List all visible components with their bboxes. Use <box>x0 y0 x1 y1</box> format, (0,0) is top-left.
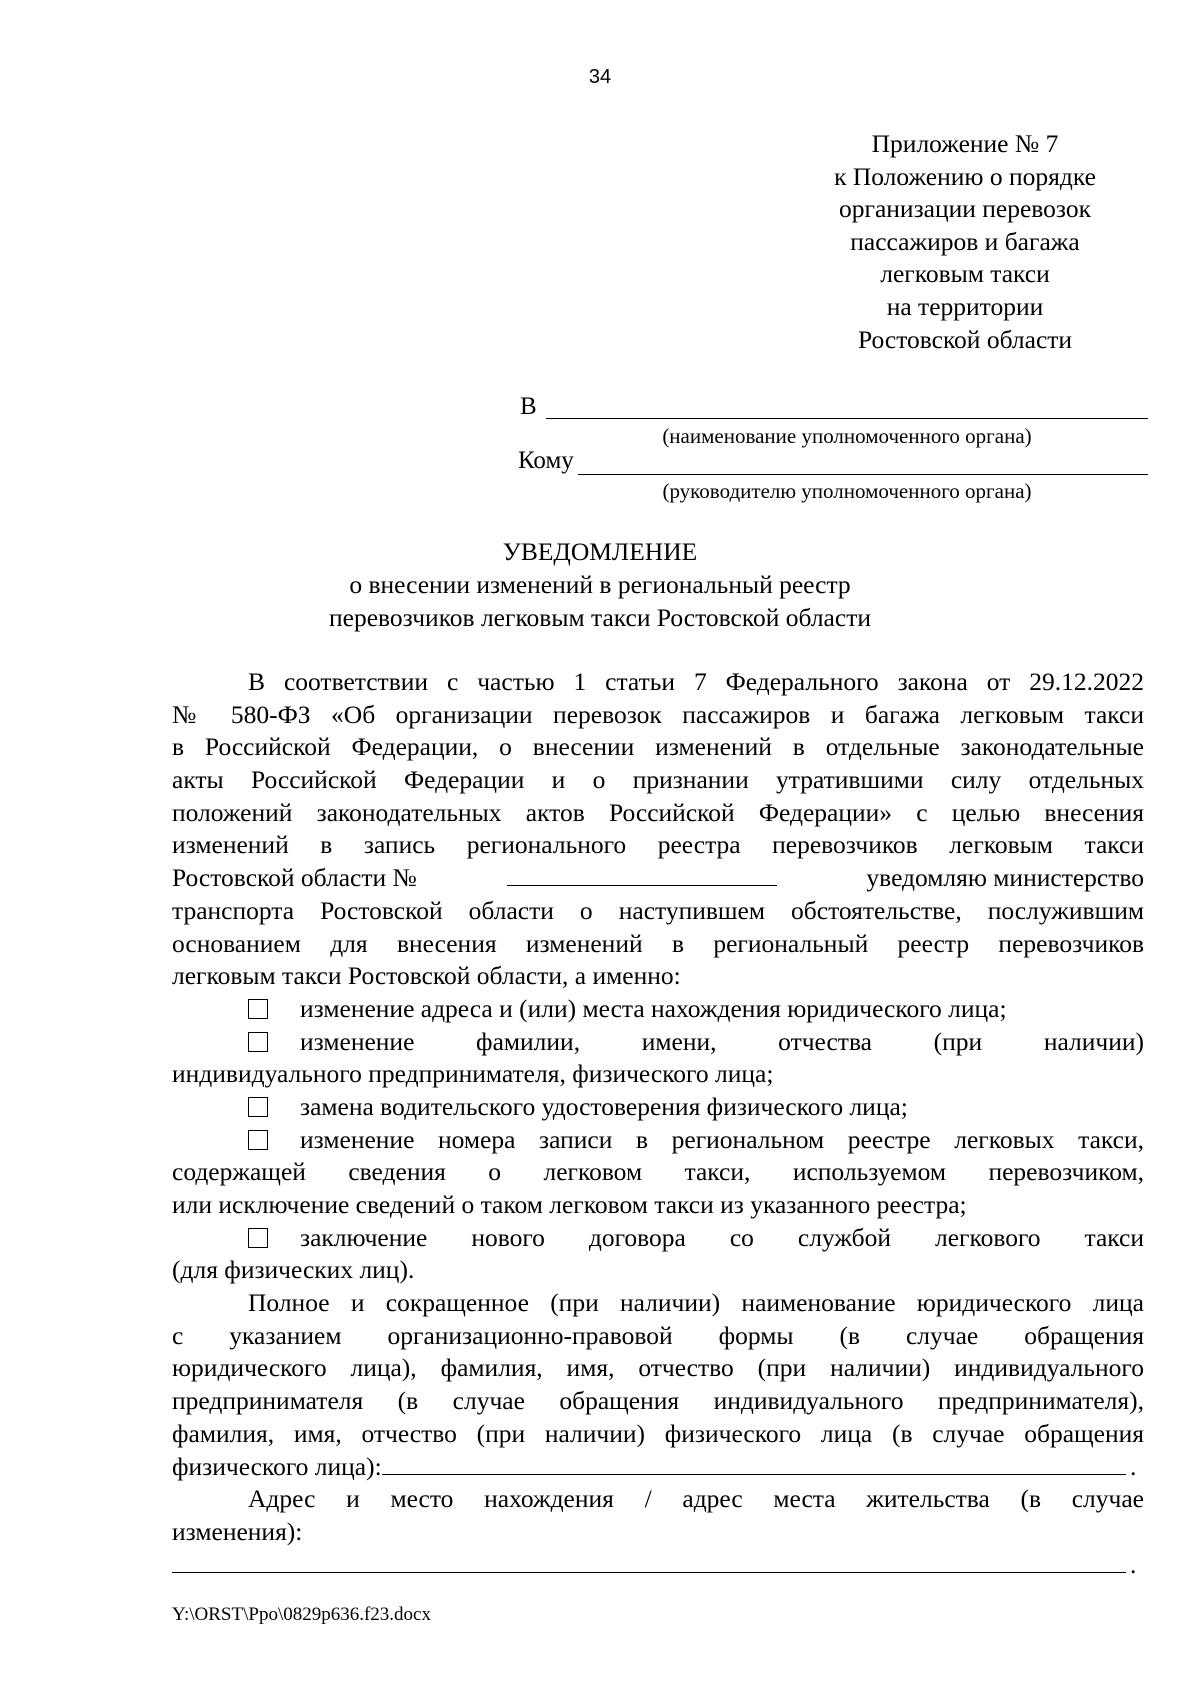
appendix-line: пассажиров и багажа <box>850 226 1080 256</box>
option-new-contract <box>172 1222 1144 1255</box>
to-authority-line[interactable] <box>546 390 1148 419</box>
address-field[interactable] <box>172 1550 1126 1573</box>
checkbox[interactable] <box>248 999 268 1019</box>
name-label: физического лица): <box>172 1451 382 1481</box>
paragraph-line: положений законодательных актов Российской Федерации» с целью внесения <box>172 797 1144 827</box>
file-path-footer: Y:\ORST\Ppo\0829p636.f23.docx <box>172 1604 431 1625</box>
option-label: изменение адреса и (или) места нахождения юридического лица; <box>300 993 1007 1023</box>
checkbox[interactable] <box>248 1097 268 1117</box>
option-address-change <box>172 993 1144 1026</box>
option-label: заключение нового договора со службой легкового такси <box>300 1222 1144 1252</box>
paragraph-line: изменений в запись регионального реестра перевозчиков легковым такси <box>172 830 1144 860</box>
paragraph-line: юридического лица), фамилия, имя, отчество (при наличии) индивидуального <box>172 1353 1144 1383</box>
registry-number-after: уведомляю министерство <box>866 863 1144 893</box>
whom-head-line[interactable] <box>578 446 1148 475</box>
to-authority-hint: (наименование уполномоченного органа) <box>662 424 1032 448</box>
checkbox[interactable] <box>248 1228 268 1248</box>
paragraph-line: в Российской Федерации, о внесении изменений в отдельные законодательные <box>172 732 1144 762</box>
paragraph-line: легковым такси Ростовской области, а именно: <box>172 961 681 991</box>
page-number: 34 <box>588 66 612 88</box>
option-continuation: или исключение сведений о таком легковом такси из указанного реестра; <box>172 1190 967 1219</box>
paragraph-line: № 580-ФЗ «Об организации перевозок пассажиров и багажа легковым такси <box>172 699 1144 729</box>
paragraph-line: предпринимателя (в случае обращения индивидуального предпринимателя), <box>172 1386 1144 1416</box>
appendix-line: Приложение № 7 <box>871 129 1059 158</box>
appendix-line: легковым такси <box>880 259 1050 289</box>
name-fill-line <box>172 1451 1144 1484</box>
paragraph-line: фамилия, имя, отчество (при наличии) физического лица (в случае обращения <box>172 1418 1144 1448</box>
period: . <box>1130 1549 1137 1579</box>
option-license-replacement <box>172 1091 1144 1124</box>
option-continuation: (для физических лиц). <box>172 1255 415 1285</box>
appendix-header <box>800 128 1130 356</box>
whom-label: Кому <box>518 447 574 474</box>
appendix-line: Ростовской области <box>857 324 1073 354</box>
appendix-line: организации перевозок <box>839 194 1091 224</box>
registry-number-field[interactable] <box>507 865 777 886</box>
name-field[interactable] <box>382 1452 1126 1475</box>
paragraph-line: акты Российской Федерации и о признании утратившими силу отдельных <box>172 765 1144 795</box>
notice-subtitle-2: перевозчиков легковым такси Ростовской области <box>329 603 871 632</box>
paragraph-line: Полное и сокращенное (при наличии) наименование юридического лица <box>248 1288 1144 1318</box>
option-label: изменение номера записи в региональном реестре легковых такси, <box>300 1124 1144 1154</box>
paragraph-line: В соответствии с частью 1 статьи 7 Федерального закона от 29.12.2022 <box>248 667 1144 696</box>
paragraph-line: Адрес и место нахождения / адрес места жительства (в случае <box>248 1484 1144 1514</box>
option-continuation: индивидуального предпринимателя, физического лица; <box>172 1059 774 1089</box>
period: . <box>1130 1451 1137 1481</box>
option-continuation: содержащей сведения о легковом такси, используемом перевозчиком, <box>172 1157 1144 1187</box>
registry-number-line <box>172 862 1144 895</box>
address-label: изменения): <box>172 1516 303 1546</box>
option-registry-record-change <box>172 1124 1144 1157</box>
paragraph-line: с указанием организационно-правовой формы (в случае обращения <box>172 1320 1144 1350</box>
registry-number-label: Ростовской области № <box>172 863 417 893</box>
to-label: В <box>520 393 537 420</box>
option-label: замена водительского удостоверения физического лица; <box>300 1091 908 1121</box>
checkbox[interactable] <box>248 1032 268 1052</box>
option-name-change <box>172 1026 1144 1059</box>
paragraph-line: основанием для внесения изменений в региональный реестр перевозчиков <box>172 928 1144 958</box>
appendix-line: на территории <box>886 291 1044 321</box>
option-label: изменение фамилии, имени, отчества (при наличии) <box>300 1026 1144 1056</box>
address-fill-line <box>172 1549 1144 1582</box>
checkbox[interactable] <box>248 1130 268 1150</box>
notice-title: УВЕДОМЛЕНИЕ <box>502 537 698 566</box>
appendix-line: к Положению о порядке <box>834 161 1096 191</box>
notice-body <box>172 666 1144 1581</box>
paragraph-line: транспорта Ростовской области о наступившем обстоятельстве, послужившим <box>172 895 1144 925</box>
whom-head-hint: (руководителю уполномоченного органа) <box>662 479 1032 503</box>
notice-subtitle-1: о внесении изменений в региональный реестр <box>349 570 851 599</box>
